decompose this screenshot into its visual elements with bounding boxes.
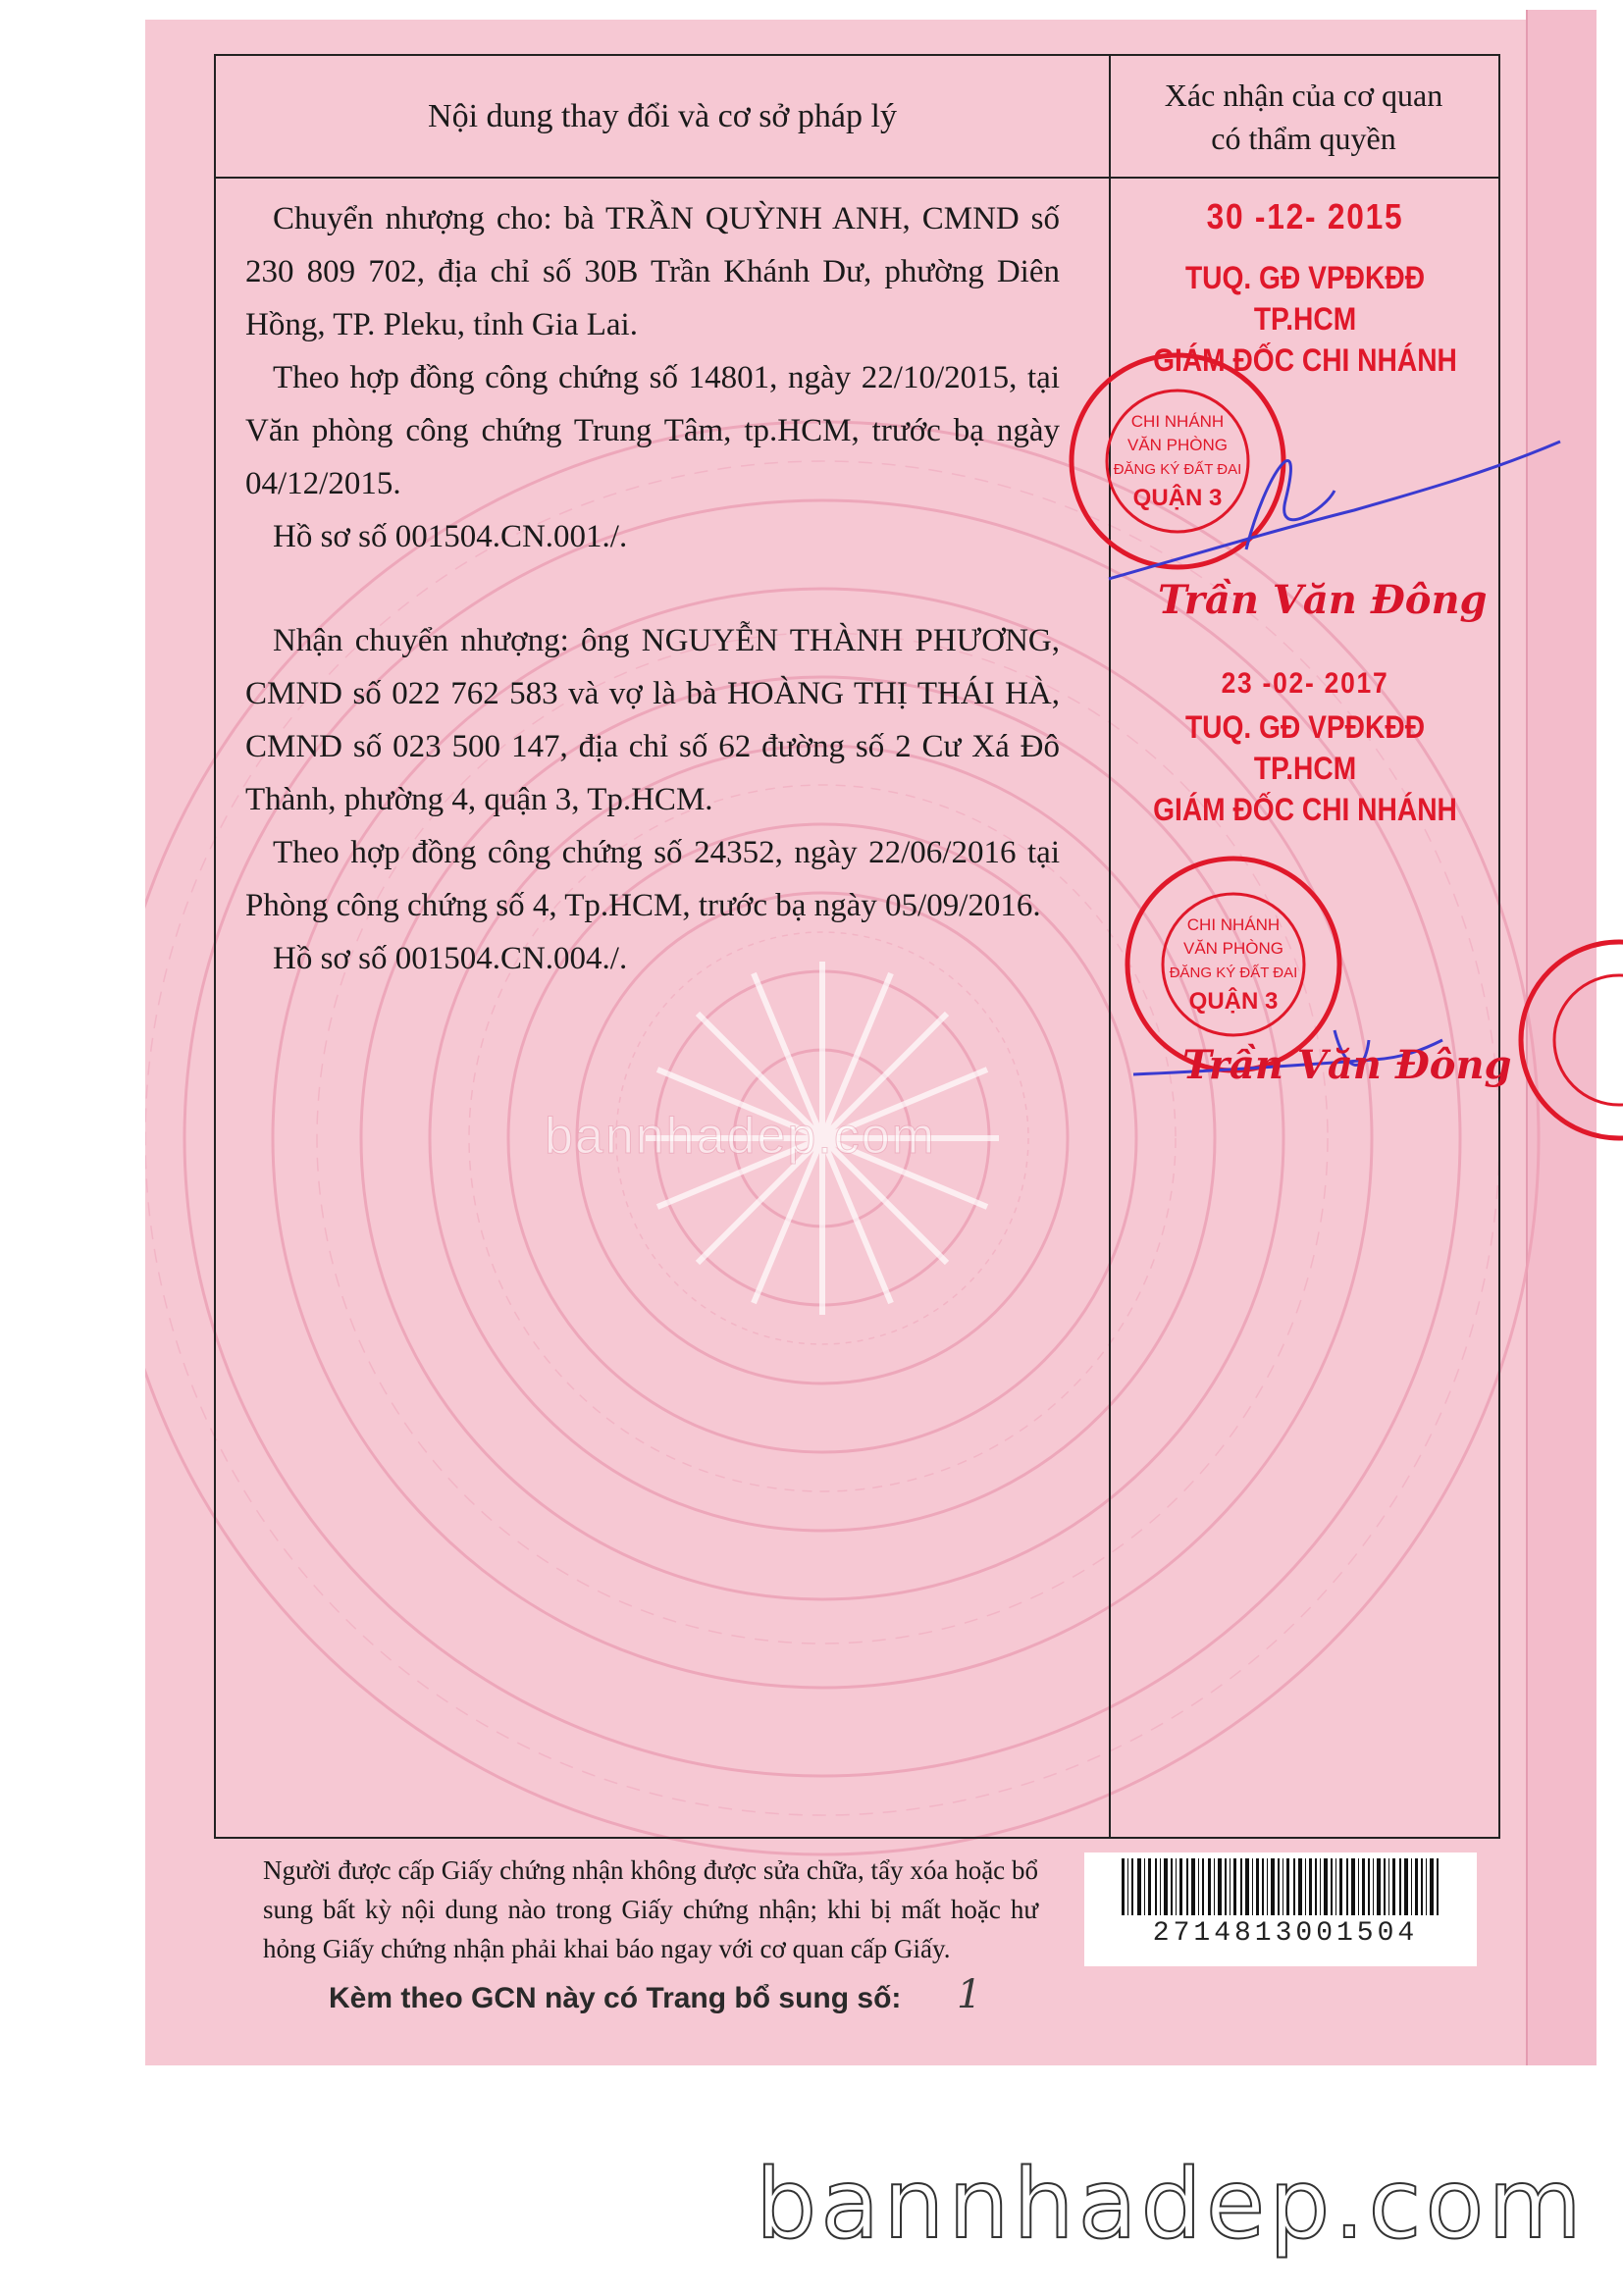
header-divider bbox=[214, 177, 1498, 179]
entry1-transfer: Chuyển nhượng cho: bà TRẦN QUỲNH ANH, CMND số 230 809 702, địa chỉ số 30B Trần Khánh Dư, phường Diên Hồng, TP. Pleku, tỉnh Gia Lai. bbox=[245, 201, 1060, 342]
seal2-line1: CHI NHÁNH bbox=[1186, 915, 1281, 934]
changes-content bbox=[245, 192, 1060, 985]
header-confirmation-line2: có thẩm quyền bbox=[1211, 121, 1396, 156]
footer-warning-note: Người được cấp Giấy chứng nhận không được sửa chữa, tẩy xóa hoặc bổ sung bất kỳ nội dung nào trong Giấy chứng nhận; khi bị mất hoặc hư hỏng Giấy chứng nhận phải khai báo ngay với cơ quan cấp Giấy. bbox=[263, 1855, 1038, 1963]
seal1-line4: QUẬN 3 bbox=[1132, 485, 1223, 511]
confirmation1-signer: Trần Văn Đông bbox=[1158, 577, 1488, 623]
confirmation2-position: GIÁM ĐỐC CHI NHÁNH bbox=[1153, 792, 1457, 827]
seal2-line4: QUẬN 3 bbox=[1188, 988, 1279, 1015]
confirmation1-authority: TUQ. GĐ VPĐKĐĐ TP.HCM bbox=[1184, 260, 1426, 337]
entry1-file-number: Hồ sơ số 001504.CN.001./. bbox=[273, 519, 628, 554]
confirmation2-date: 23 -02- 2017 bbox=[1221, 667, 1389, 700]
entry2-transfer: Nhận chuyển nhượng: ông NGUYỄN THÀNH PHƯƠNG, CMND số 022 762 583 và vợ là bà HOÀNG THỊ THÁI HÀ, CMND số 023 500 147, địa chỉ số 62 đường số 2 Cư Xá Đô Thành, phường 4, quận 3, Tp.HCM. bbox=[245, 623, 1060, 817]
watermark-bottom: bannhadep.com bbox=[756, 2149, 1586, 2261]
header-confirmation-title bbox=[1111, 59, 1496, 175]
header-confirmation-line1: Xác nhận của cơ quan bbox=[1164, 78, 1443, 113]
seal1-line1: CHI NHÁNH bbox=[1130, 412, 1225, 431]
confirmation1-position: GIÁM ĐỐC CHI NHÁNH bbox=[1153, 342, 1457, 378]
seal1-line3: ĐĂNG KÝ ĐẤT ĐAI bbox=[1113, 461, 1242, 478]
barcode-box bbox=[1084, 1852, 1477, 1966]
seal1-line2: VĂN PHÒNG bbox=[1126, 436, 1229, 454]
confirmation1-date: 30 -12- 2015 bbox=[1206, 196, 1404, 236]
confirmation2-authority: TUQ. GĐ VPĐKĐĐ TP.HCM bbox=[1184, 709, 1426, 786]
entry2-contract: Theo hợp đồng công chứng số 24352, ngày 22/06/2016 tại Phòng công chứng số 4, Tp.HCM, trước bạ ngày 05/09/2016. bbox=[245, 835, 1060, 923]
confirmation2-block bbox=[1150, 667, 1461, 830]
partial-seal-edge bbox=[1511, 927, 1623, 1153]
entry1-contract: Theo hợp đồng công chứng số 14801, ngày 22/10/2015, tại Văn phòng công chứng Trung Tâm, tp.HCM, trước bạ ngày 04/12/2015. bbox=[245, 360, 1060, 501]
header-changes-title: Nội dung thay đổi và cơ sở pháp lý bbox=[428, 98, 897, 134]
signature-ink-1 bbox=[1099, 412, 1570, 599]
seal2-line2: VĂN PHÒNG bbox=[1182, 939, 1284, 958]
supplement-value: 1 bbox=[957, 1972, 982, 2017]
confirmation2-signer: Trần Văn Đông bbox=[1182, 1042, 1512, 1088]
seal2-line3: ĐĂNG KÝ ĐẤT ĐAI bbox=[1169, 965, 1298, 981]
supplement-label: Kèm theo GCN này có Trang bổ sung số: bbox=[329, 1982, 902, 2014]
barcode-number: 2714813001504 bbox=[1152, 1918, 1419, 1949]
barcode-bars bbox=[1084, 1852, 1477, 1921]
column-divider bbox=[1109, 54, 1111, 1837]
entry2-file-number: Hồ sơ số 001504.CN.004./. bbox=[273, 941, 628, 976]
watermark-middle: bannhadep.com bbox=[545, 1108, 936, 1165]
